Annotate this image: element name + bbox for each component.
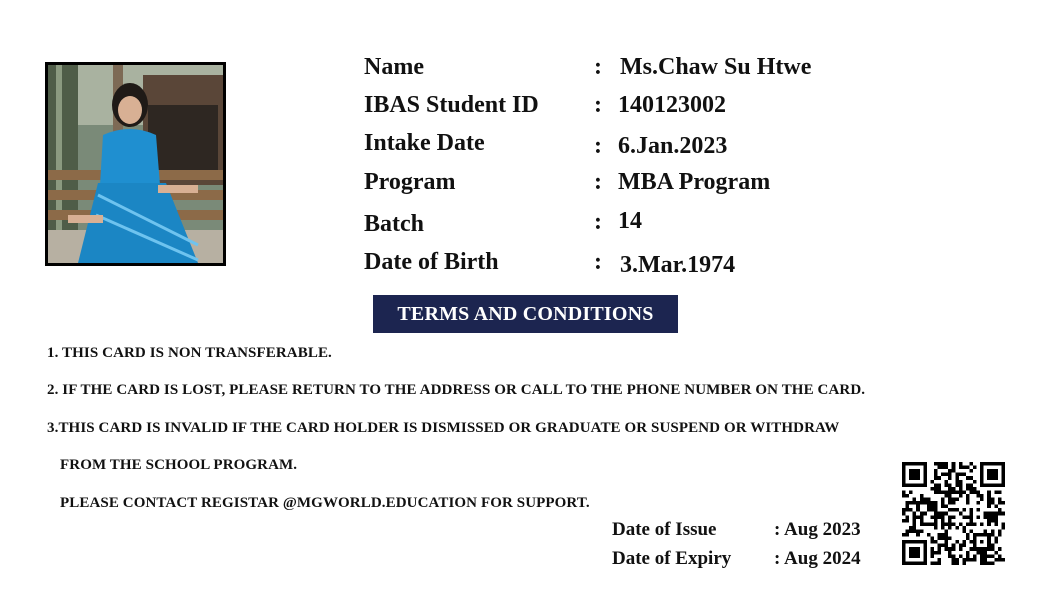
student-photo bbox=[45, 62, 226, 266]
field-value: MBA Program bbox=[618, 169, 771, 195]
term-line-3: 3.THIS CARD IS INVALID IF THE CARD HOLDER IS DISMISSED OR GRADUATE OR SUSPEND OR WITHDRAW bbox=[47, 420, 840, 436]
date-of-issue-value: : Aug 2023 bbox=[774, 519, 861, 540]
field-value: 140123002 bbox=[618, 92, 726, 118]
qr-code-icon bbox=[902, 462, 1005, 565]
date-of-issue-label: Date of Issue bbox=[612, 519, 717, 540]
field-label: Batch bbox=[364, 211, 424, 237]
field-colon: : bbox=[594, 209, 602, 235]
term-line-4: FROM THE SCHOOL PROGRAM. bbox=[60, 457, 298, 473]
term-line-1: 1. THIS CARD IS NON TRANSFERABLE. bbox=[47, 345, 332, 361]
field-label: Date of Birth bbox=[364, 249, 499, 275]
field-colon: : bbox=[594, 133, 602, 159]
field-colon: : bbox=[594, 249, 602, 275]
field-value: 14 bbox=[618, 208, 642, 234]
field-label: Program bbox=[364, 169, 456, 195]
field-label: IBAS Student ID bbox=[364, 92, 539, 118]
field-label: Name bbox=[364, 54, 424, 80]
terms-title-banner: TERMS AND CONDITIONS bbox=[373, 295, 678, 333]
term-line-5: PLEASE CONTACT REGISTAR @MGWORLD.EDUCATION FOR SUPPORT. bbox=[60, 495, 590, 511]
date-of-expiry-label: Date of Expiry bbox=[612, 548, 732, 569]
date-of-expiry-value: : Aug 2024 bbox=[774, 548, 861, 569]
field-colon: : bbox=[594, 92, 602, 118]
field-colon: : bbox=[594, 169, 602, 195]
field-label: Intake Date bbox=[364, 130, 485, 156]
field-value: 6.Jan.2023 bbox=[618, 133, 728, 159]
term-line-2: 2. IF THE CARD IS LOST, PLEASE RETURN TO THE ADDRESS OR CALL TO THE PHONE NUMBER ON THE CARD. bbox=[47, 382, 866, 398]
field-value: 3.Mar.1974 bbox=[620, 252, 736, 278]
field-colon: : bbox=[594, 54, 602, 80]
field-value: Ms.Chaw Su Htwe bbox=[620, 54, 812, 80]
